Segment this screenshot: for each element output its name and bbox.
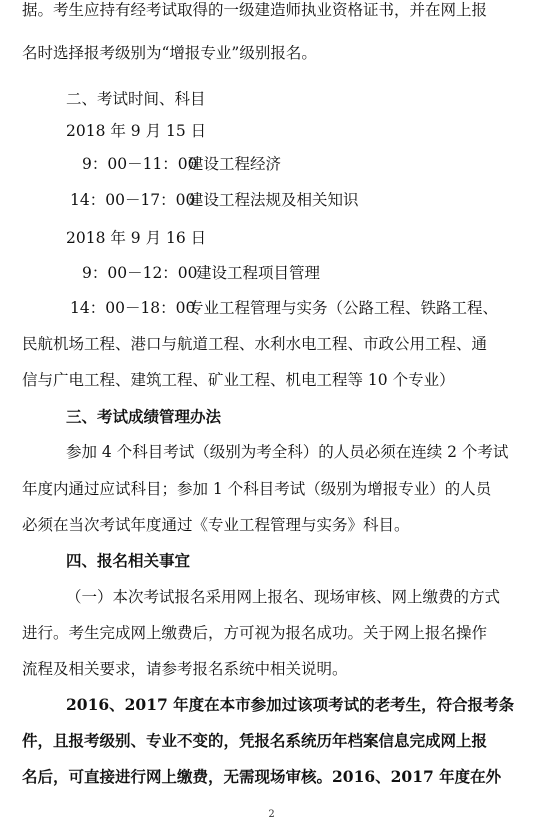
schedule-time-4: 14：00－18：00 xyxy=(70,299,196,317)
section-heading-scores: 三、考试成绩管理办法 xyxy=(66,407,222,426)
body-line-old-candidates-1: 2016、2017 年度在本市参加过该项考试的老考生，符合报考条 xyxy=(66,695,515,714)
body-line-1: 据。考生应持有经考试取得的一级建造师执业资格证书，并在网上报 xyxy=(22,1,488,19)
body-line-scores-1: 参加 4 个科目考试（级别为考全科）的人员必须在连续 2 个考试 xyxy=(66,443,509,461)
body-line-registration-2: 进行。考生完成网上缴费后，方可视为报名成功。关于网上报名操作 xyxy=(22,624,488,642)
schedule-subject-2: 建设工程法规及相关知识 xyxy=(188,191,359,209)
body-line-majors-2: 信与广电工程、建筑工程、矿业工程、机电工程等 10 个专业） xyxy=(22,371,455,389)
schedule-time-3: 9：00－12：00 xyxy=(82,264,198,282)
schedule-subject-3: 建设工程项目管理 xyxy=(196,264,321,282)
section-heading-exam-time: 二、考试时间、科目 xyxy=(66,90,206,108)
body-line-registration-1: （一）本次考试报名采用网上报名、现场审核、网上缴费的方式 xyxy=(66,588,501,606)
schedule-time-1: 9：00－11：00 xyxy=(82,155,198,173)
exam-date-1: 2018 年 9 月 15 日 xyxy=(66,122,207,140)
body-line-old-candidates-3: 名后，可直接进行网上缴费，无需现场审核。2016、2017 年度在外 xyxy=(22,767,502,786)
page-number: 2 xyxy=(268,809,275,820)
schedule-subject-1: 建设工程经济 xyxy=(188,155,282,173)
schedule-time-2: 14：00－17：00 xyxy=(70,191,196,209)
body-line-old-candidates-2: 件，且报考级别、专业不变的，凭报名系统历年档案信息完成网上报 xyxy=(22,731,488,750)
body-line-registration-3: 流程及相关要求，请参考报名系统中相关说明。 xyxy=(22,660,348,678)
exam-date-2: 2018 年 9 月 16 日 xyxy=(66,229,207,247)
body-line-majors-1: 民航机场工程、港口与航道工程、水利水电工程、市政公用工程、通 xyxy=(22,335,488,353)
body-line-scores-2: 年度内通过应试科目；参加 1 个科目考试（级别为增报专业）的人员 xyxy=(22,480,492,498)
schedule-subject-4: 专业工程管理与实务（公路工程、铁路工程、 xyxy=(188,299,499,317)
body-line-2: 名时选择报考级别为“增报专业”级别报名。 xyxy=(22,44,317,62)
section-heading-registration: 四、报名相关事宜 xyxy=(66,551,191,570)
body-line-scores-3: 必须在当次考试年度通过《专业工程管理与实务》科目。 xyxy=(22,516,410,534)
